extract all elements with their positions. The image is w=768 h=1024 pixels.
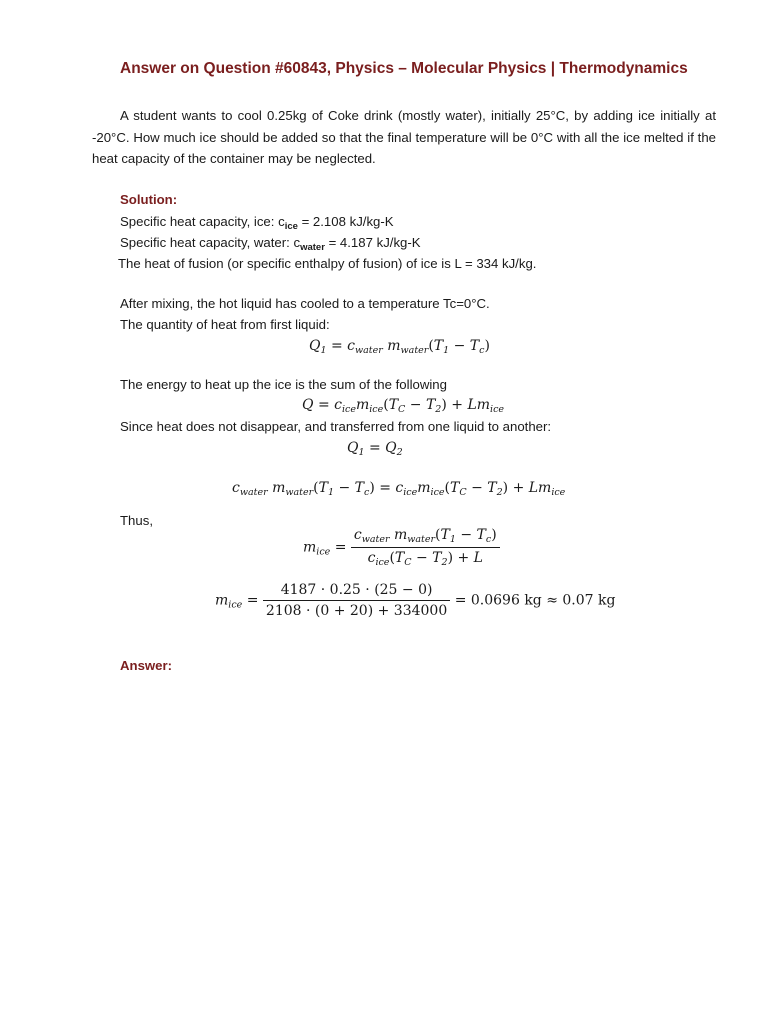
- equation-q: $Q = c_{ice}m_{ice}(T_C - T_2) + Lm_{ice}$: [302, 397, 505, 415]
- energy-line: The energy to heat up the ice is the sum of the following: [120, 377, 447, 392]
- problem-text: A student wants to cool 0.25kg of Coke drink (mostly water), initially 25°C, by adding ice initially at -20°C. How much ice should be added so that the final temperature will be 0°C with all the ice melted if the heat capacity of the container may be neglected.: [92, 108, 716, 166]
- mixing-line: After mixing, the hot liquid has cooled to a temperature Tc=0°C.: [120, 296, 490, 311]
- since-line: Since heat does not disappear, and transferred from one liquid to another:: [120, 419, 552, 434]
- water-capacity-subscript: water: [300, 242, 325, 253]
- ice-capacity-line: [120, 214, 394, 232]
- mice-fraction: $\frac{c_{water} m_{water}(T_1 - T_c)}{c_{ice}(T_C - T_2) + L}$: [351, 527, 500, 568]
- numeric-fraction: [263, 582, 450, 619]
- water-capacity-label: Specific heat capacity, water: c: [120, 235, 301, 250]
- thus-line: Thus,: [120, 513, 153, 528]
- quantity-line: The quantity of heat from first liquid:: [120, 317, 330, 332]
- equation-numeric: $m_{ice}$ = $\frac{4187 \cdot 0.25 \cdot (25 - 0)}{2108 \cdot (0 + 20) + 334000}$ = 0.0696 kg ≈ 0.07 kg: [215, 582, 616, 619]
- ice-capacity-label: Specific heat capacity, ice: c: [120, 214, 285, 229]
- numeric-numerator: 4187 · 0.25 · (25 − 0): [263, 582, 450, 601]
- ice-capacity-subscript: ice: [284, 221, 298, 232]
- solution-heading: Solution:: [120, 192, 178, 207]
- numeric-denominator: 2108 · (0 + 20) + 334000: [265, 603, 448, 619]
- page-title: Answer on Question #60843, Physics – Molecular Physics | Thermodynamics: [120, 60, 688, 77]
- problem-statement: [92, 105, 716, 170]
- numeric-result: = 0.0696 kg ≈ 0.07 kg: [450, 592, 616, 609]
- answer-heading: Answer:: [120, 658, 173, 673]
- equation-expanded: $c_{water}$ $m_{water}(T_1 - T_c) = c_{ice}m_{ice}(T_C - T_2) + Lm_{ice}$: [232, 480, 566, 498]
- water-capacity-line: [120, 235, 421, 253]
- equation-q1: $Q_1 = c_{water}$ $m_{water}(T_1 - T_c)$: [309, 338, 490, 356]
- fusion-line: The heat of fusion (or specific enthalpy of fusion) of ice is L = 334 kJ/kg.: [118, 256, 537, 271]
- ice-capacity-value: = 2.108 kJ/kg-K: [297, 214, 394, 229]
- equation-mice: $m_{ice}$ = $\frac{c_{water} m_{water}(T_1 - T_c)}{c_{ice}(T_C - T_2) + L}$: [303, 527, 500, 568]
- water-capacity-value: = 4.187 kJ/kg-K: [324, 235, 421, 250]
- equation-balance: $Q_1 = Q_2$: [347, 440, 403, 458]
